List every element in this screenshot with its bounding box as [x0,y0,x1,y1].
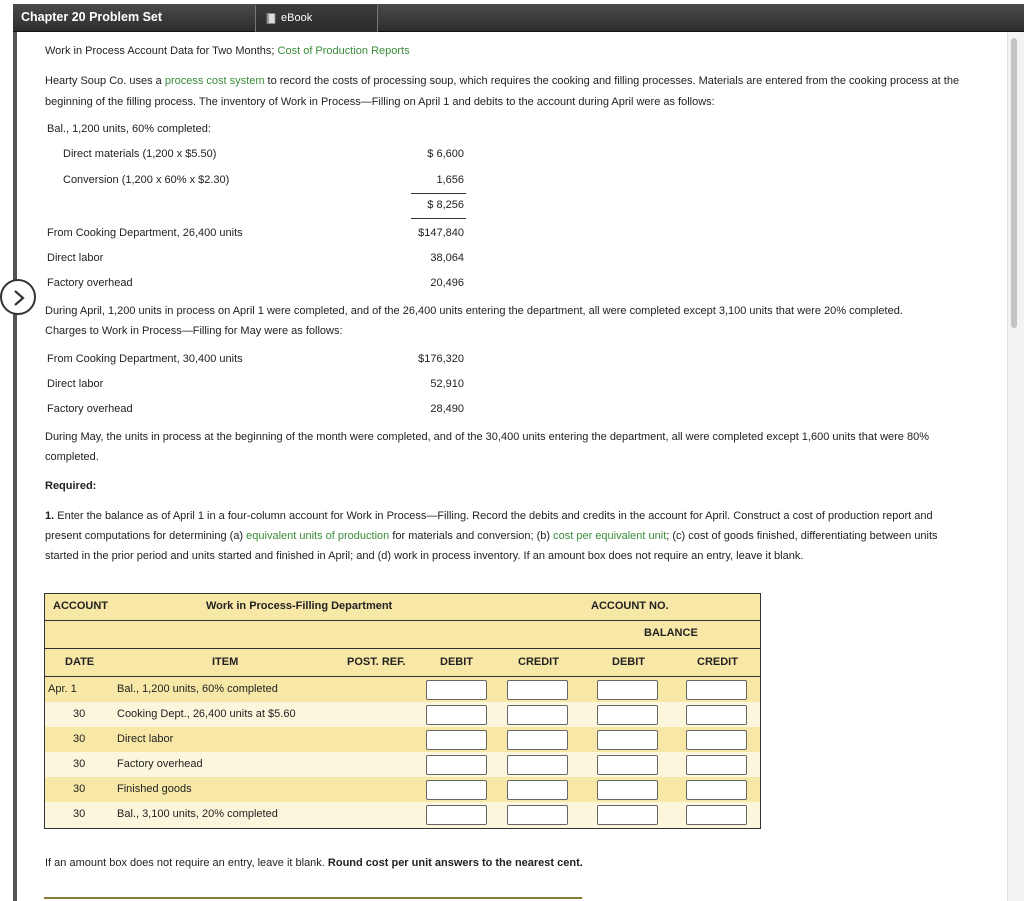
row-item: Factory overhead [117,758,203,770]
problem-heading: Work in Process Account Data for Two Months; Cost of Production Reports [45,45,410,57]
total-rule [411,218,466,219]
rounding-instructions: If an amount box does not require an entry, leave it blank. Round cost per unit answers to the nearest cent. [45,857,583,869]
col-debit: DEBIT [440,656,473,668]
may-direct-labor-amount: 52,910 [430,378,464,390]
credit-input[interactable] [507,805,568,825]
account-label: ACCOUNT [53,600,108,612]
row-item: Finished goods [117,783,192,795]
balance-credit-input[interactable] [686,805,747,825]
credit-input[interactable] [507,780,568,800]
debit-input[interactable] [426,805,487,825]
cost-per-equivalent-unit-link[interactable]: cost per equivalent unit [553,530,667,542]
scrollbar-thumb[interactable] [1011,38,1017,328]
row-date: 30 [73,708,86,720]
ebook-tab-label: eBook [281,12,313,24]
ledger-row [45,677,760,702]
top-bar [13,4,1024,32]
credit-input[interactable] [507,755,568,775]
row-item: Cooking Dept., 26,400 units at $5.60 [117,708,296,720]
april-balance-label: Bal., 1,200 units, 60% completed: [47,123,211,135]
balance-credit-input[interactable] [686,705,747,725]
conversion-label: Conversion (1,200 x 60% x $2.30) [63,174,230,186]
required-label: Required: [45,480,97,492]
next-section-edge [44,897,582,901]
balance-credit-input[interactable] [686,755,747,775]
may-overhead-label: Factory overhead [47,403,133,415]
assignment-title: Chapter 20 Problem Set [21,10,163,24]
april-overhead-amount: 20,496 [430,277,464,289]
col-credit: CREDIT [518,656,559,668]
credit-input[interactable] [507,680,568,700]
april-balance-total: $ 8,256 [427,199,464,211]
required-line-2: present computations for determining (a) equivalent units of production for materials and conversion; (b) cost per equivalent unit; (c) cost of goods finished, differentiating between units [45,530,938,542]
col-date: DATE [65,656,95,668]
debit-input[interactable] [426,705,487,725]
intro-line-2: beginning of the filling process. The inventory of Work in Process—Filling on April 1 and debits to the account during April were as follows: [45,96,715,108]
may-direct-labor-label: Direct labor [47,378,104,390]
row-item: Direct labor [117,733,174,745]
balance-label: BALANCE [644,627,698,639]
col-item: ITEM [212,656,239,668]
april-text-line-1: During April, 1,200 units in process on April 1 were completed, and of the 26,400 units entering the department, all were completed except 3,100 units that were 20% completed. [45,305,903,317]
expand-panel-button[interactable] [0,279,36,315]
ledger-row [45,802,760,828]
balance-credit-input[interactable] [686,680,747,700]
col-balance-credit: CREDIT [697,656,738,668]
balance-credit-input[interactable] [686,730,747,750]
row-item: Bal., 1,200 units, 60% completed [117,683,278,695]
ledger-column-headers [45,649,760,676]
row-date: 30 [73,808,86,820]
work-in-process-ledger [44,593,761,829]
april-direct-labor-amount: 38,064 [430,252,464,264]
may-cooking-label: From Cooking Department, 30,400 units [47,353,243,365]
balance-debit-input[interactable] [597,705,658,725]
row-item: Bal., 3,100 units, 20% completed [117,808,278,820]
account-name: Work in Process-Filling Department [206,600,393,612]
balance-debit-input[interactable] [597,755,658,775]
chevron-right-icon [11,289,27,307]
may-overhead-amount: 28,490 [430,403,464,415]
left-border [13,32,17,901]
equivalent-units-link[interactable]: equivalent units of production [246,530,390,542]
debit-input[interactable] [426,730,487,750]
row-date: 30 [73,733,86,745]
intro-line-1: Hearty Soup Co. uses a process cost system to record the costs of processing soup, which requires the cooking and filling processes. Materials are entered from the cooking process at the [45,75,960,87]
debit-input[interactable] [426,680,487,700]
process-cost-system-link[interactable]: process cost system [164,75,265,87]
balance-debit-input[interactable] [597,730,658,750]
conversion-amount: 1,656 [436,174,464,186]
direct-materials-label: Direct materials (1,200 x $5.50) [63,148,217,160]
col-post-ref: POST. REF. [347,656,406,668]
balance-debit-input[interactable] [597,805,658,825]
credit-input[interactable] [507,730,568,750]
ebook-tab[interactable] [255,5,378,32]
may-text-line-2: completed. [45,451,99,463]
april-cooking-label: From Cooking Department, 26,400 units [47,227,243,239]
april-text-line-2: Charges to Work in Process—Filling for May were as follows: [45,325,343,337]
may-cooking-amount: $176,320 [418,353,464,365]
balance-credit-input[interactable] [686,780,747,800]
ledger-row [45,752,760,777]
required-line-3: started in the prior period and units started and finished in April; and (d) work in process inventory. If an amount box does not require an entry, leave it blank. [45,550,804,562]
balance-debit-input[interactable] [597,680,658,700]
col-balance-debit: DEBIT [612,656,645,668]
ledger-row [45,777,760,802]
row-date: 30 [73,783,86,795]
direct-materials-amount: $ 6,600 [427,148,464,160]
ebook-icon [266,13,276,24]
may-text-line-1: During May, the units in process at the beginning of the month were completed, and of the 30,400 units entering the department, all were completed except 1,600 units that were 80% [45,431,929,443]
debit-input[interactable] [426,755,487,775]
balance-debit-input[interactable] [597,780,658,800]
april-direct-labor-label: Direct labor [47,252,104,264]
ledger-row [45,727,760,752]
debit-input[interactable] [426,780,487,800]
subtotal-rule [411,193,466,194]
row-date: 30 [73,758,86,770]
april-overhead-label: Factory overhead [47,277,133,289]
row-date: Apr. 1 [48,683,77,695]
account-no-label: ACCOUNT NO. [591,600,669,612]
ledger-balance-header [45,621,760,648]
credit-input[interactable] [507,705,568,725]
required-line-1: 1. Enter the balance as of April 1 in a four-column account for Work in Process—Filling. Record the debits and credits in the account for April. Construct a cost of production report and [45,510,933,522]
cost-of-production-link[interactable]: Cost of Production Reports [277,45,410,57]
ledger-row [45,702,760,727]
ledger-account-header [45,594,760,620]
april-cooking-amount: $147,840 [418,227,464,239]
